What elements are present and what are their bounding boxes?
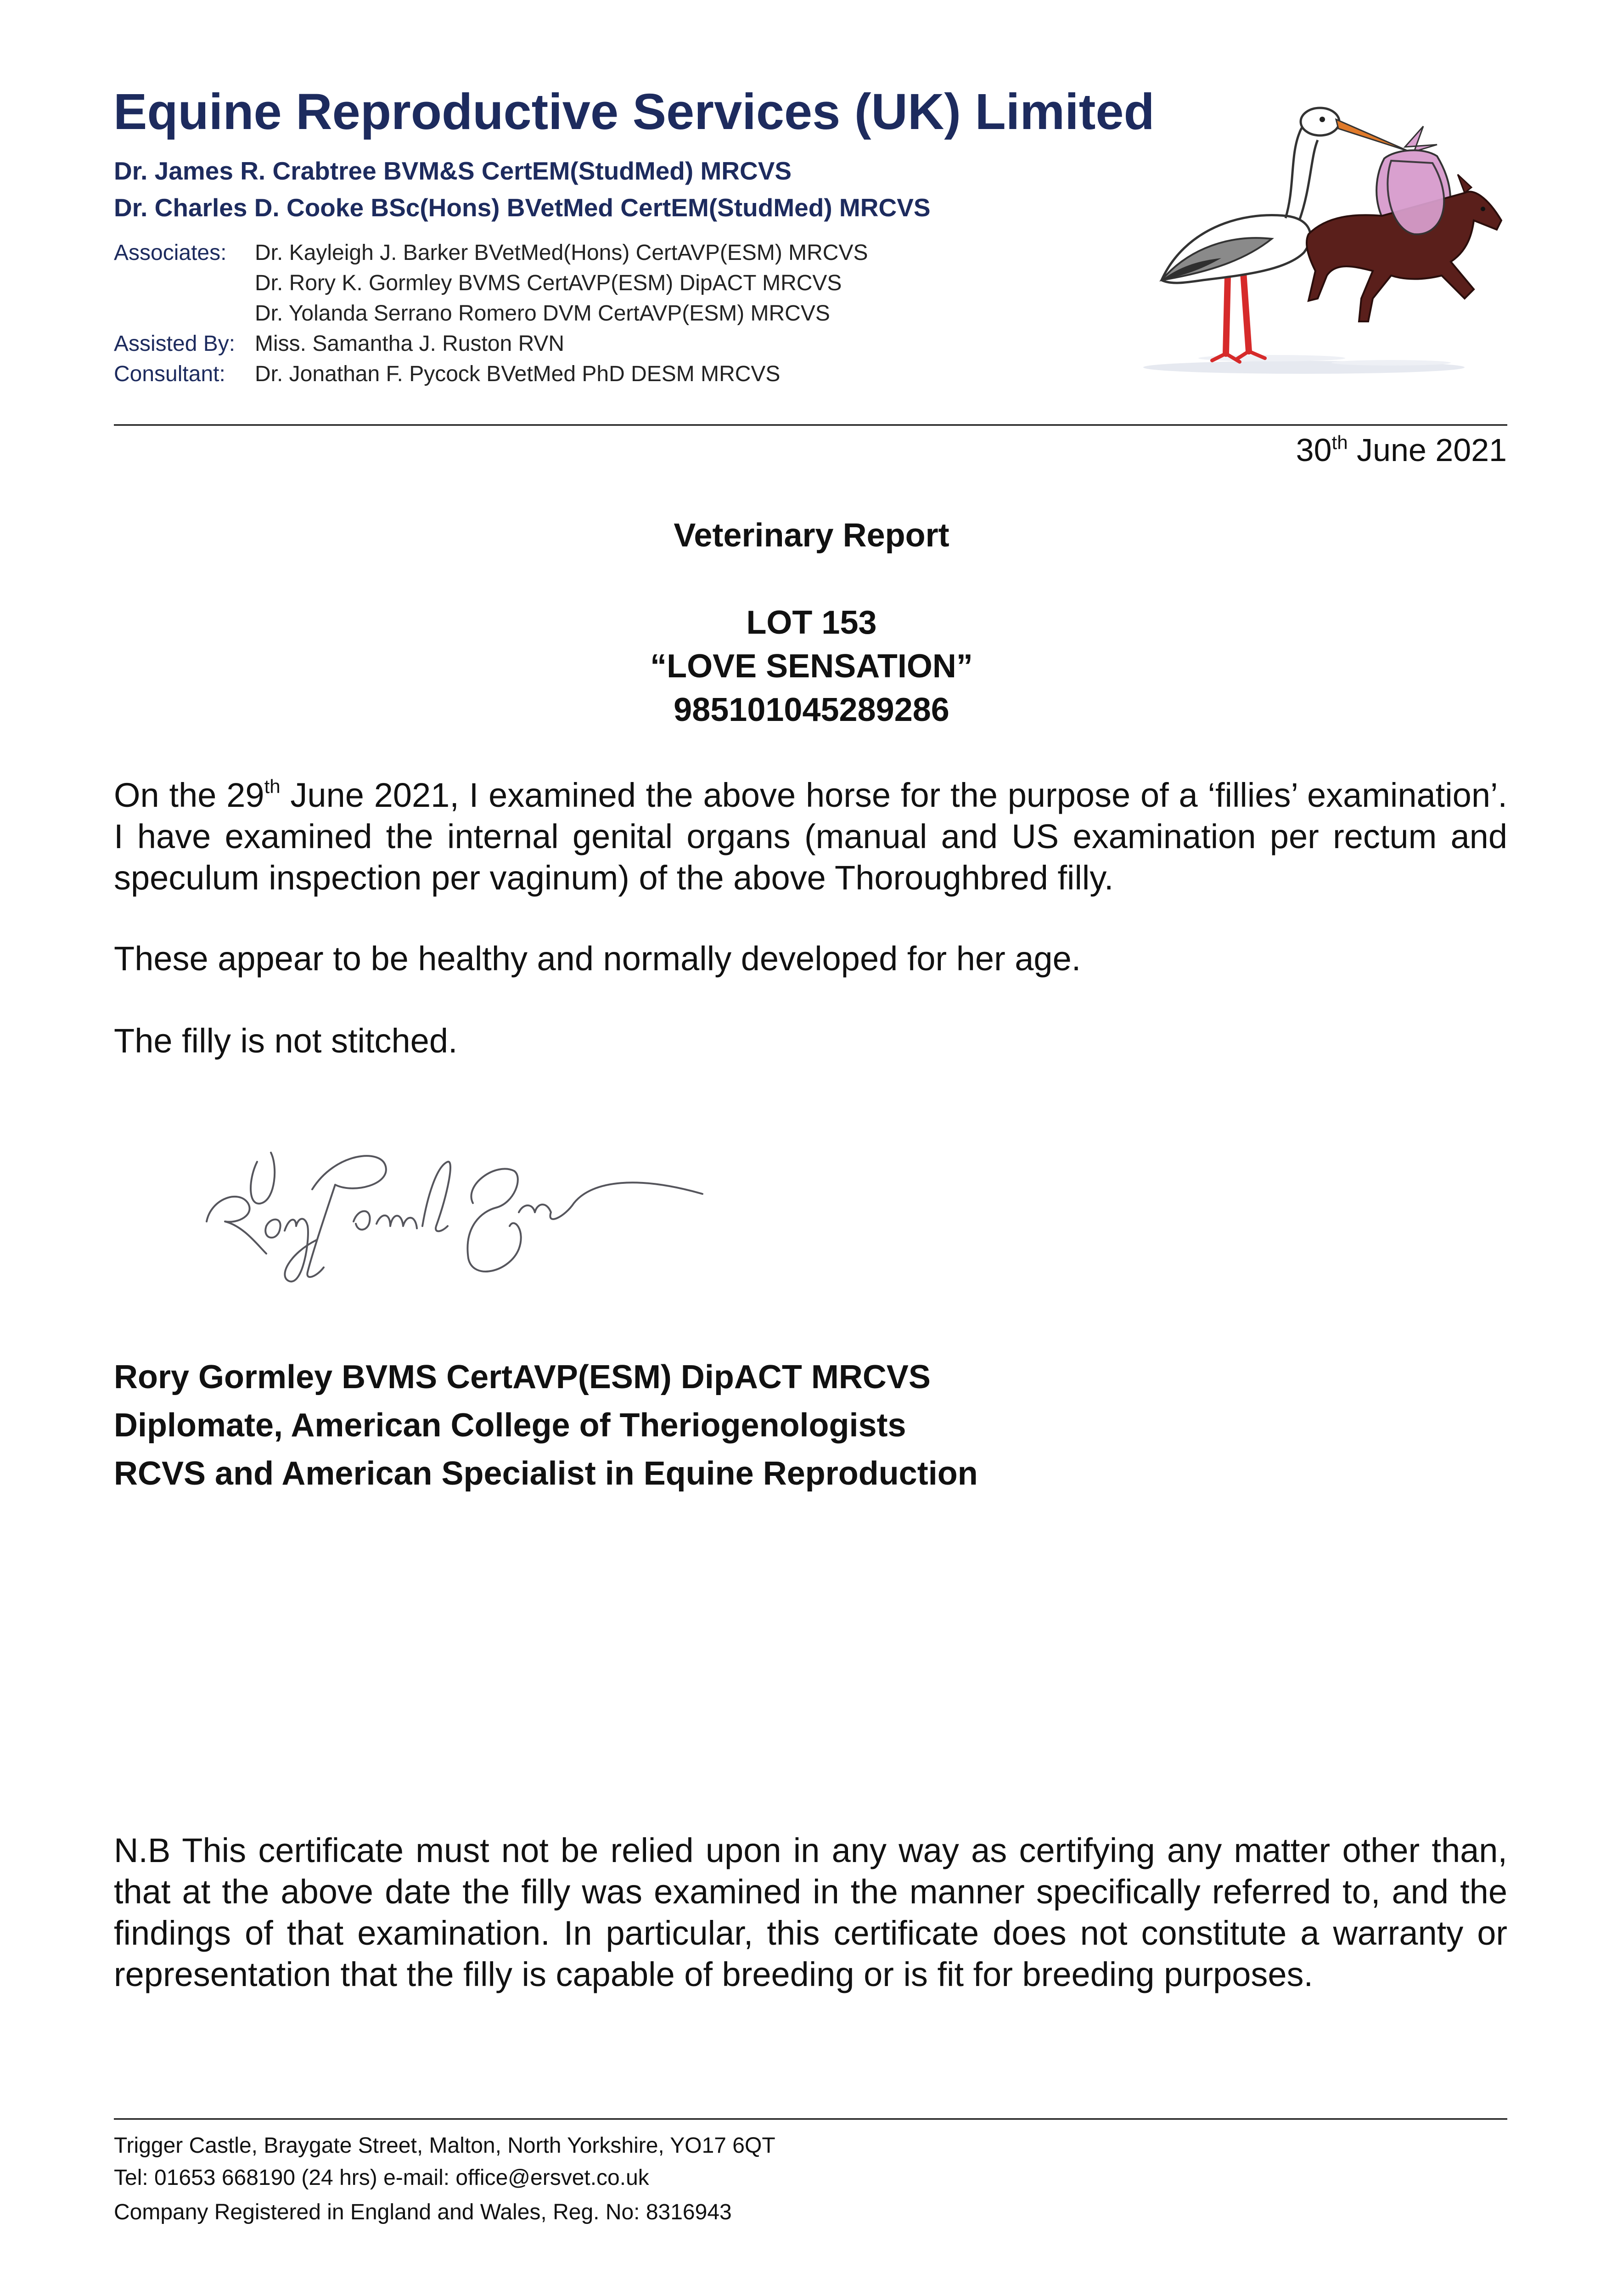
lot-number: LOT 153 — [746, 604, 877, 641]
signatory-name: Rory Gormley BVMS CertAVP(ESM) DipACT MRCVS — [114, 1359, 931, 1396]
header-divider — [114, 424, 1507, 426]
associate-3: Dr. Yolanda Serrano Romero DVM CertAVP(ESM) MRCVS — [255, 301, 830, 326]
director-1: Dr. James R. Crabtree BVM&S CertEM(StudMed) MRCVS — [114, 157, 792, 185]
exam-paragraph: On the 29th June 2021, I examined the above horse for the purpose of a ‘fillies’ examination’. I have examined the internal genital organs (manual and US examination per rectum and speculum inspection per vaginum) of the above Thoroughbred filly. — [114, 776, 1507, 897]
director-2: Dr. Charles D. Cooke BSc(Hons) BVetMed CertEM(StudMed) MRCVS — [114, 193, 931, 222]
consultant-label: Consultant: — [114, 362, 225, 386]
report-date: 30th June 2021 — [1296, 432, 1507, 468]
report-title: Veterinary Report — [674, 517, 949, 554]
signatory-specialist: RCVS and American Specialist in Equine Reproduction — [114, 1455, 978, 1492]
stitch-paragraph: The filly is not stitched. — [114, 1022, 458, 1060]
footer-registration: Company Registered in England and Wales, Reg. No: 8316943 — [114, 2200, 732, 2224]
stork-carrying-foal-icon — [1134, 83, 1515, 386]
horse-name: “LOVE SENSATION” — [650, 648, 973, 685]
assisted-by-label: Assisted By: — [114, 332, 236, 356]
associate-1: Dr. Kayleigh J. Barker BVetMed(Hons) CertAVP(ESM) MRCVS — [255, 241, 868, 265]
microchip-number: 985101045289286 — [674, 692, 949, 728]
footer-contact: Tel: 01653 668190 (24 hrs) e-mail: office@ersvet.co.uk — [114, 2166, 649, 2190]
disclaimer-paragraph: N.B This certificate must not be relied upon in any way as certifying any matter other than, that at the above date the filly was examined in the manner specifically referred to, and the findings of that examination. In particular, this certificate does not constitute a warranty or representation that the filly is capable of breeding or is fit for breeding purposes. — [114, 1831, 1507, 1993]
assisted-by-name: Miss. Samantha J. Ruston RVN — [255, 332, 565, 356]
associates-label: Associates: — [114, 241, 227, 265]
associate-2: Dr. Rory K. Gormley BVMS CertAVP(ESM) DipACT MRCVS — [255, 271, 842, 295]
handwritten-signature-icon — [197, 1134, 712, 1309]
footer-address: Trigger Castle, Braygate Street, Malton, North Yorkshire, YO17 6QT — [114, 2133, 775, 2158]
signatory-diplomate: Diplomate, American College of Theriogenologists — [114, 1407, 906, 1444]
consultant-name: Dr. Jonathan F. Pycock BVetMed PhD DESM MRCVS — [255, 362, 781, 386]
findings-paragraph: These appear to be healthy and normally developed for her age. — [114, 940, 1081, 978]
company-name: Equine Reproductive Services (UK) Limited — [113, 84, 1155, 140]
footer-divider — [114, 2118, 1507, 2120]
